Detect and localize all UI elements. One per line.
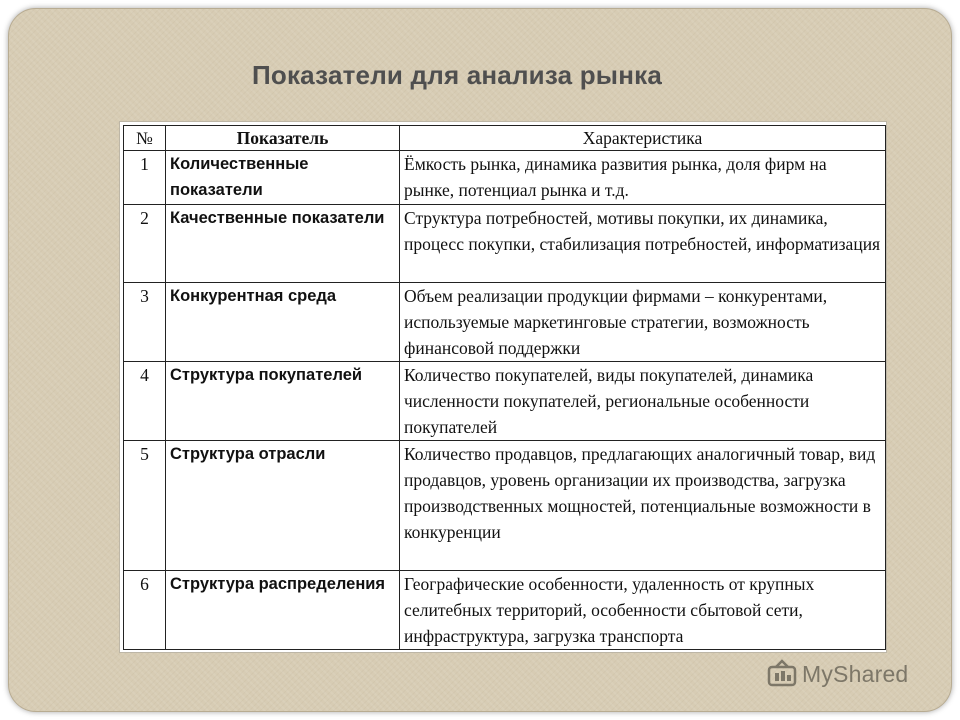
row-indicator: Количественные показатели [166, 151, 400, 205]
row-characteristic: Количество покупателей, виды покупателей, динамика численности покупателей, региональные особенности покупателей [400, 362, 886, 441]
table-row [124, 283, 886, 362]
row-indicator: Структура отрасли [166, 441, 400, 571]
row-number: 1 [124, 151, 166, 205]
row-indicator: Структура покупателей [166, 362, 400, 441]
row-number: 5 [124, 441, 166, 571]
table-row [124, 362, 886, 441]
row-characteristic: Географические особенности, удаленность от крупных селитебных территорий, особенности сбытовой сети, инфраструктура, загрузка транспорта [400, 571, 886, 650]
row-characteristic: Объем реализации продукции фирмами – конкурентами, используемые маркетинговые стратегии, возможность финансовой поддержки [400, 283, 886, 362]
row-indicator: Конкурентная среда [166, 283, 400, 362]
table-row [124, 441, 886, 571]
myshared-logo-icon [766, 658, 798, 690]
row-number: 3 [124, 283, 166, 362]
table-row [124, 205, 886, 283]
table-row [124, 151, 886, 205]
row-characteristic: Структура потребностей, мотивы покупки, их динамика, процесс покупки, стабилизация потребностей, информатизация [400, 205, 886, 283]
table-container [119, 121, 887, 653]
table-row [124, 571, 886, 650]
slide-title: Показатели для анализа рынка [252, 60, 662, 90]
header-characteristic: Характеристика [400, 126, 886, 151]
row-characteristic: Количество продавцов, предлагающих аналогичный товар, вид продавцов, уровень организации их производства, загрузка производственных мощностей, потенциальные возможности в конкуренции [400, 441, 886, 571]
row-characteristic: Ёмкость рынка, динамика развития рынка, доля фирм на рынке, потенциал рынка и т.д. [400, 151, 886, 205]
row-indicator: Структура распределения [166, 571, 400, 650]
row-number: 4 [124, 362, 166, 441]
watermark-text: MyShared [802, 660, 909, 687]
row-number: 6 [124, 571, 166, 650]
table-header-row [124, 126, 886, 151]
indicators-table [123, 125, 886, 650]
row-number: 2 [124, 205, 166, 283]
row-indicator: Качественные показатели [166, 205, 400, 283]
header-indicator: Показатель [166, 126, 400, 151]
myshared-watermark [766, 656, 908, 692]
header-num: № [124, 126, 166, 151]
